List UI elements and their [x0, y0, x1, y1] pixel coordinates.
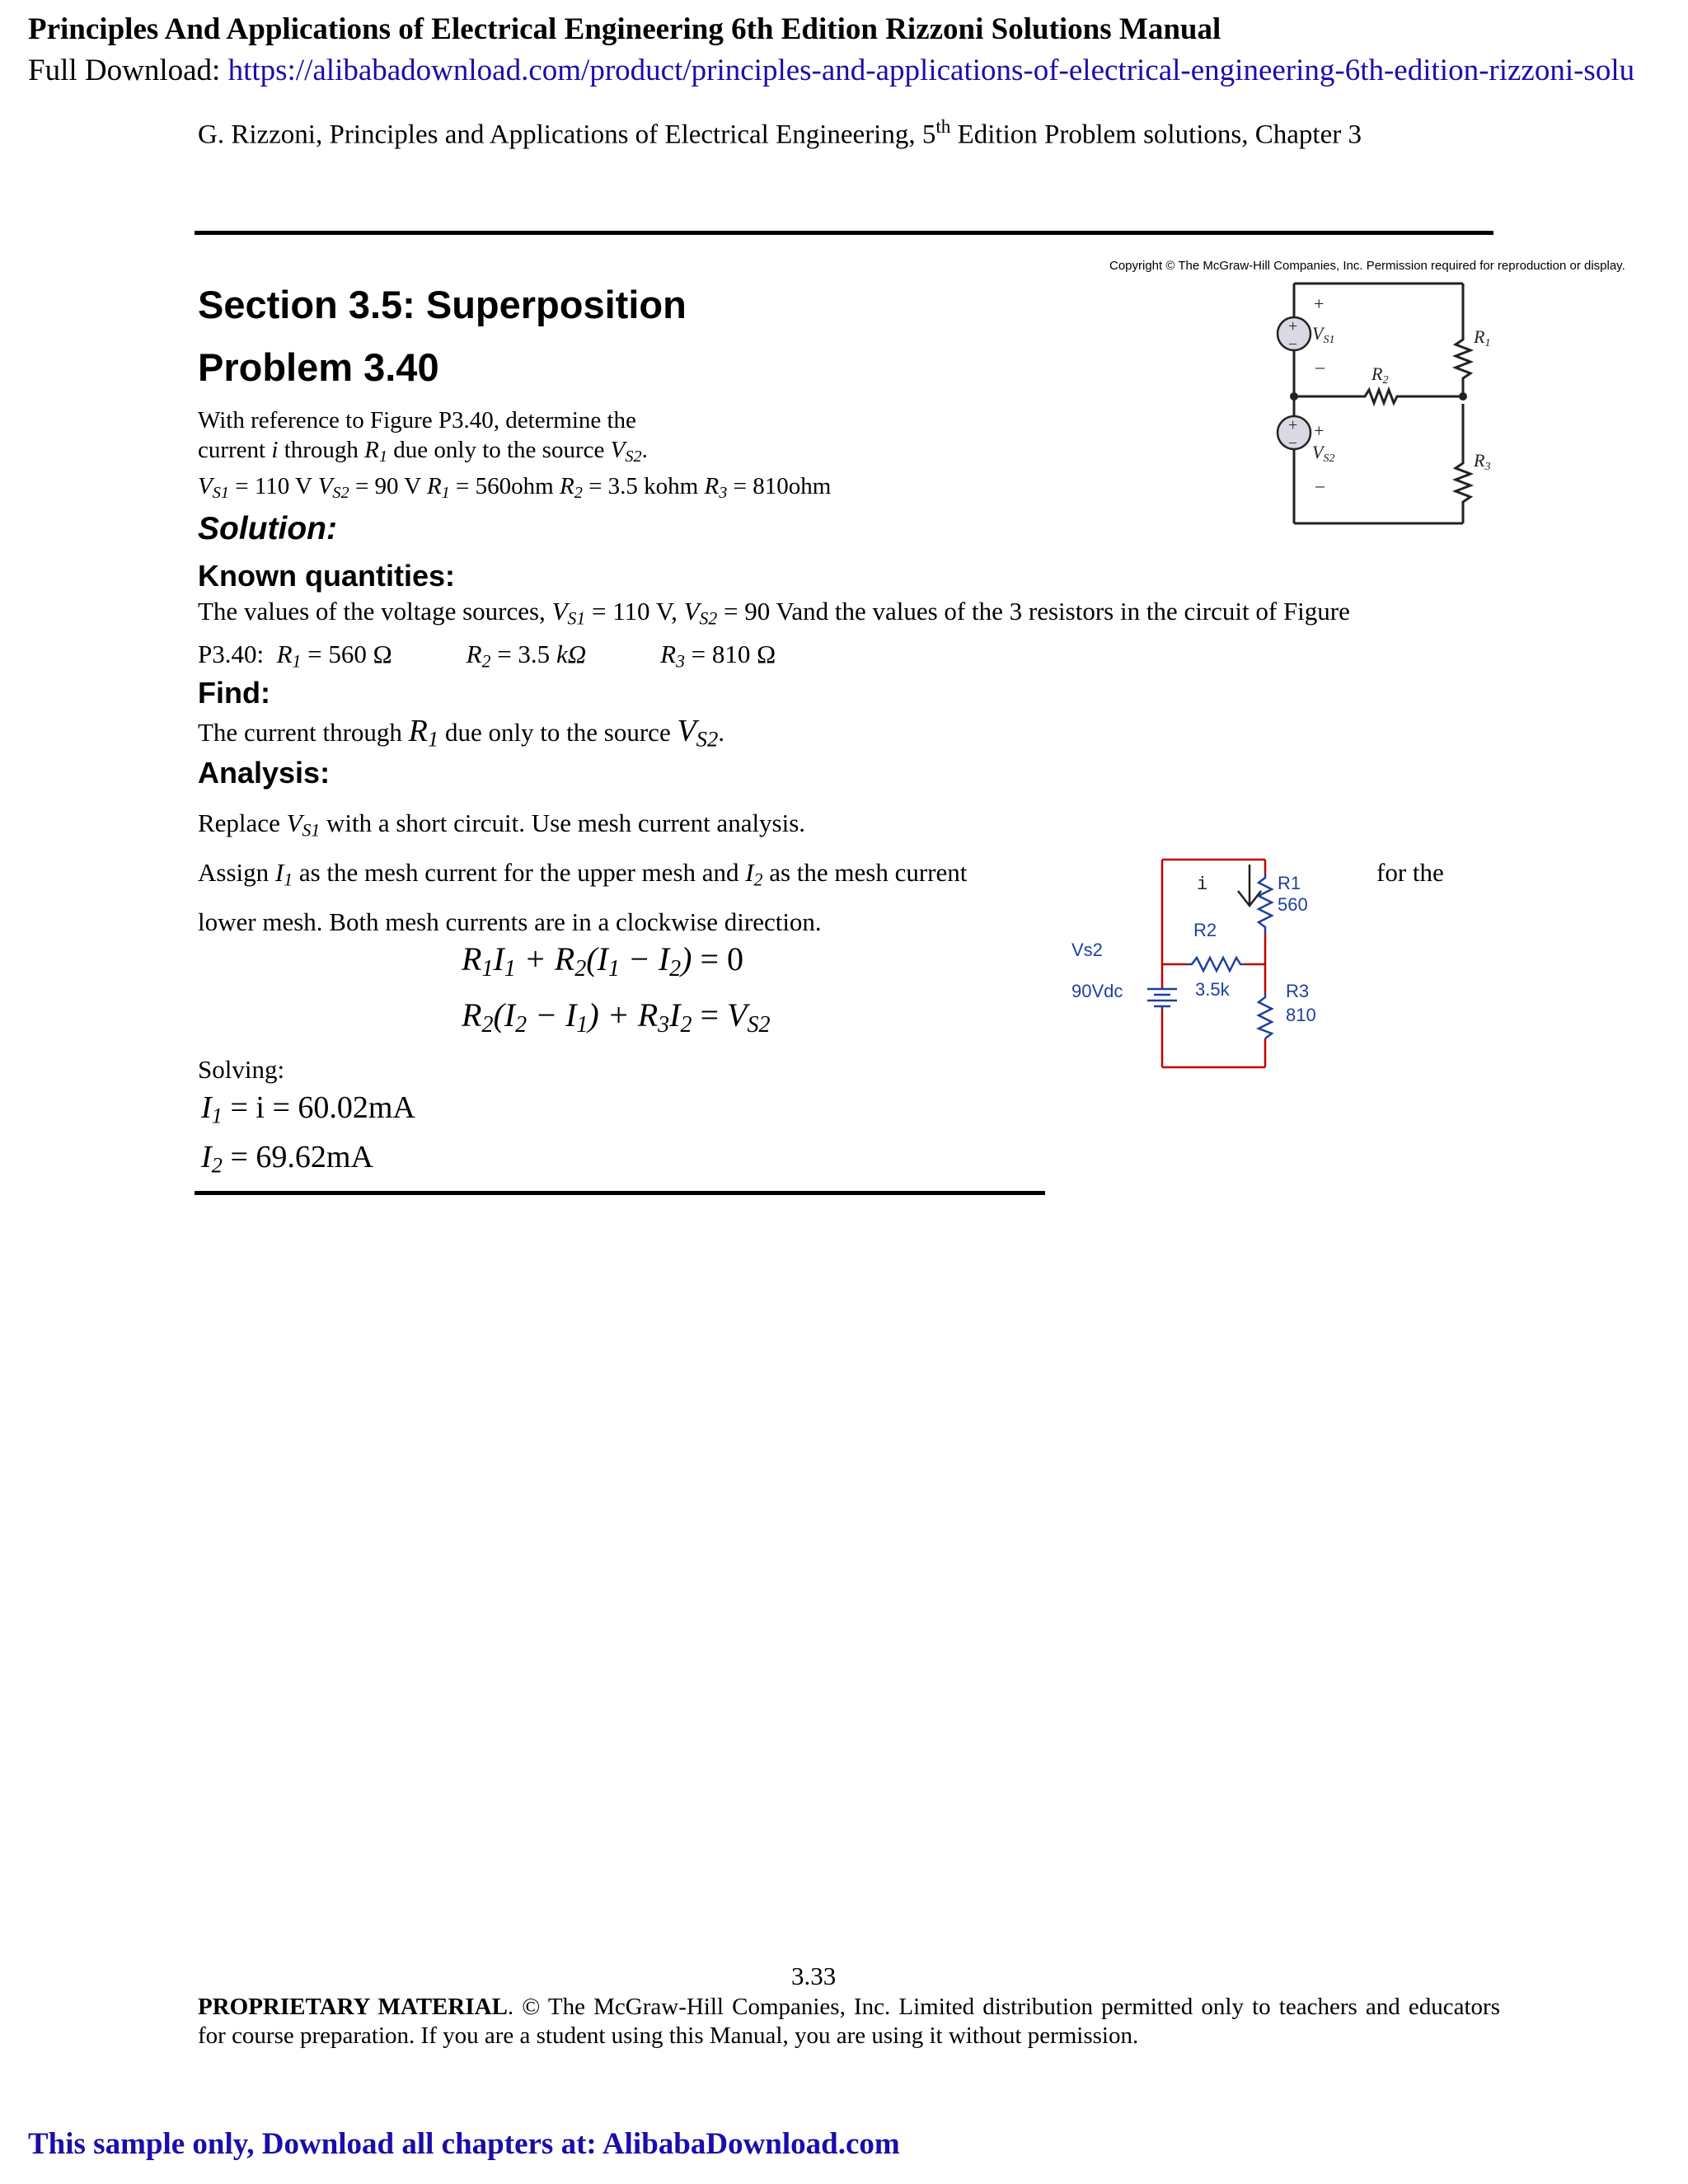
result-i1: $I_1 = i = 60.02mA$	[201, 1090, 415, 1128]
pspice-r1-value: 560	[1278, 894, 1308, 915]
mesh-equation-2: $R_2(I_2 - I_1) + R_3I_2 = V_{S2}$	[462, 996, 771, 1038]
find-text: The current through $R_1$ due only to the source $V_{S2}$.	[198, 714, 725, 752]
pspice-r1-label: R1	[1278, 873, 1301, 893]
page-number: 3.33	[791, 1961, 837, 1990]
r2-label: R2	[1372, 363, 1389, 387]
vs2-polarity-plus: +	[1314, 420, 1325, 441]
proprietary-notice	[198, 1993, 1500, 2050]
running-head-text: G. Rizzoni, Principles and Applications of Electrical Engineering, 5	[198, 120, 936, 150]
vs1-polarity-minus: –	[1315, 356, 1325, 377]
analysis-paragraph-2: Assign $I_1$ as the mesh current for the upper mesh and $I_2$ as the mesh current	[198, 858, 968, 890]
solving-label: Solving:	[198, 1055, 285, 1084]
pspice-circuit-figure	[1071, 853, 1335, 1076]
analysis-paragraph-3: lower mesh. Both mesh currents are in a clockwise direction.	[198, 907, 822, 936]
document-title: Principles And Applications of Electrical Engineering 6th Edition Rizzoni Solutions Manual	[28, 12, 1221, 46]
vs1-plus: +	[1288, 317, 1298, 335]
pspice-r3-label: R3	[1286, 981, 1310, 1001]
problem-statement	[198, 405, 940, 508]
known-quantities-heading: Known quantities:	[198, 559, 455, 593]
vs2-label: VS2	[1312, 442, 1335, 465]
circuit-figure-p340	[1261, 272, 1591, 536]
bottom-rule	[195, 1191, 1045, 1195]
proprietary-bold: PROPRIETARY MATERIAL	[198, 1994, 508, 2020]
running-head	[198, 115, 1362, 151]
pspice-vs2-value: 90Vdc	[1071, 981, 1123, 1001]
download-label: Full Download:	[28, 54, 228, 87]
download-cta[interactable]: This sample only, Download all chapters at: AlibabaDownload.com	[28, 2127, 900, 2161]
r1-label: R1	[1474, 326, 1491, 349]
vs1-polarity-plus: +	[1314, 293, 1325, 314]
figure-copyright: Copyright © The McGraw-Hill Companies, Inc. Permission required for reproduction or display.	[1109, 259, 1625, 273]
vs2-minus: –	[1289, 434, 1296, 450]
problem-line-1: With reference to Figure P3.40, determine the	[198, 407, 636, 434]
vs2-polarity-minus: –	[1315, 475, 1325, 495]
analysis-paragraph-2-tail: for the	[1376, 858, 1444, 887]
mesh-equation-1: $R_1I_1 + R_2(I_1 - I_2) = 0$	[462, 940, 744, 982]
known-quantities-text: The values of the voltage sources, $V_{S1} = 110$ V, $V_{S2} = 90$ Vand the values of the 3 resistors in the circuit of Figure P3.40: $R_1 = 560$ Ω $R_2 = 3.5$ kΩ $R_3 = 810$ Ω	[198, 597, 1350, 672]
analysis-paragraph-1: Replace $V_{S1}$ with a short circuit. Use mesh current analysis.	[198, 808, 806, 841]
download-line	[28, 53, 1688, 88]
analysis-heading: Analysis:	[198, 756, 331, 790]
solution-heading: Solution:	[198, 511, 337, 546]
pspice-vs2-label: Vs2	[1071, 940, 1103, 960]
proprietary-text: . © The McGraw-Hill Companies, Inc. Limited distribution permitted only to teachers and educators for course preparation. If you are a student using this Manual, you are using it without permission.	[198, 1994, 1500, 2049]
download-link[interactable]: https://alibabadownload.com/product/principles-and-applications-of-electrical-engineering-6th-edition-rizzoni-solu	[227, 54, 1635, 87]
problem-line-3: $V_{S1} = 110$ V $V_{S2} = 90$ V $R_1 = 560ohm$ $R_2 = 3.5$ kohm $R_3 = 810ohm$	[198, 473, 832, 503]
pspice-r2-label: R2	[1193, 920, 1217, 940]
vs1-minus: –	[1289, 335, 1296, 351]
pspice-r3-value: 810	[1286, 1005, 1316, 1025]
find-heading: Find:	[198, 676, 270, 710]
problem-line-2: current i through $R_1$ due only to the source $V_{S2}$.	[198, 437, 648, 466]
section-title: Section 3.5: Superposition	[198, 283, 687, 326]
vs1-label: VS1	[1312, 323, 1335, 346]
r3-label: R3	[1474, 450, 1491, 473]
result-i2: $I_2 = 69.62mA$	[201, 1140, 373, 1178]
running-head-text-2: Edition Problem solutions, Chapter 3	[950, 120, 1362, 150]
pspice-i-label: i	[1197, 874, 1208, 895]
top-rule	[195, 231, 1493, 235]
running-head-sup: th	[935, 115, 951, 137]
problem-title: Problem 3.40	[198, 345, 439, 389]
pspice-r2-value: 3.5k	[1195, 979, 1230, 1000]
vs2-plus: +	[1288, 416, 1298, 434]
